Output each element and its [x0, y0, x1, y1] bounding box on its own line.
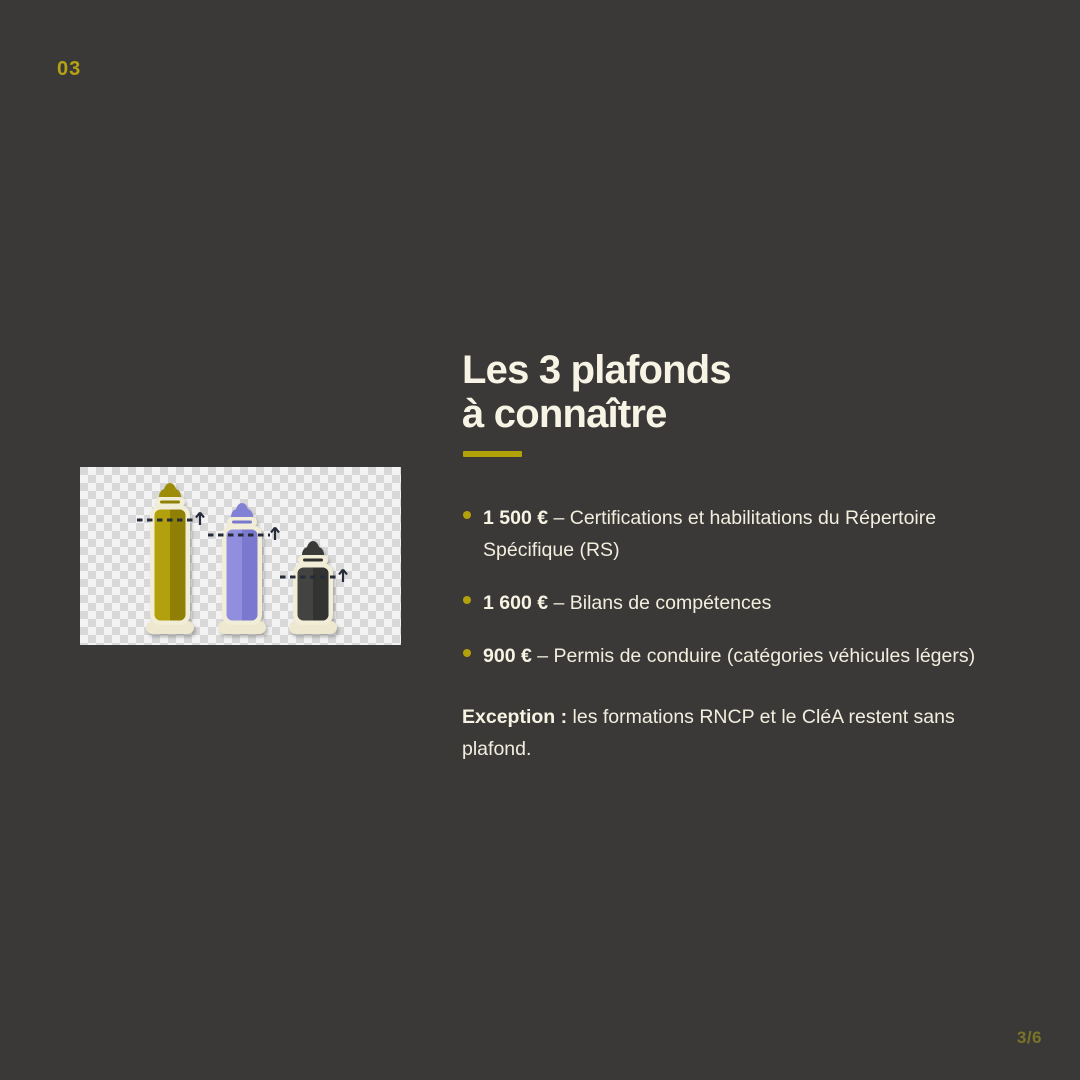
- medium-bottle: [218, 503, 266, 634]
- pagination: 3/6: [1016, 1028, 1042, 1047]
- up-arrow-icon: [271, 528, 279, 541]
- ceiling-description: – Bilans de compétences: [553, 592, 772, 614]
- list-item-rs-ceiling: [462, 502, 1032, 566]
- cap-slot: [303, 559, 323, 562]
- bullet-dot: [463, 649, 471, 657]
- list-item-permis-ceiling: [462, 640, 1032, 672]
- bottle-body-shade: [170, 510, 186, 621]
- ceiling-description: – Permis de conduire (catégories véhicules légers): [537, 645, 976, 667]
- slide-number: 03: [57, 58, 82, 80]
- list-item-bilan-ceiling: [462, 587, 1032, 619]
- short-bottle: [289, 541, 337, 634]
- bottles-graphic: [80, 467, 401, 645]
- ceiling-description: – Certifications et habilitations du Répertoire Spécifique (RS): [483, 507, 937, 561]
- bullet-dot: [463, 511, 471, 519]
- cap-slot: [160, 501, 180, 504]
- exception-note: [462, 701, 1022, 765]
- cap-slot: [232, 521, 252, 524]
- up-arrow-icon: [339, 570, 347, 583]
- ceilings-list: [462, 502, 1032, 693]
- title-underline-accent: [463, 451, 522, 457]
- bullet-dot: [463, 596, 471, 604]
- title-line-2: à connaître: [462, 392, 667, 436]
- tall-bottle: [146, 483, 194, 634]
- ceiling-amount: 900 €: [483, 645, 532, 667]
- ceiling-amount: 1 500 €: [483, 507, 549, 529]
- bottles-illustration: [80, 467, 401, 645]
- page-title: [462, 348, 1042, 436]
- up-arrow-icon: [196, 513, 204, 526]
- ceiling-amount: 1 600 €: [483, 592, 549, 614]
- exception-text: les formations RNCP et le CléA restent sans plafond.: [462, 706, 955, 760]
- bottle-body-shade: [242, 530, 258, 621]
- bottle-body-shade: [313, 568, 329, 621]
- exception-label: Exception :: [462, 706, 568, 728]
- title-line-1: Les 3 plafonds: [462, 348, 731, 392]
